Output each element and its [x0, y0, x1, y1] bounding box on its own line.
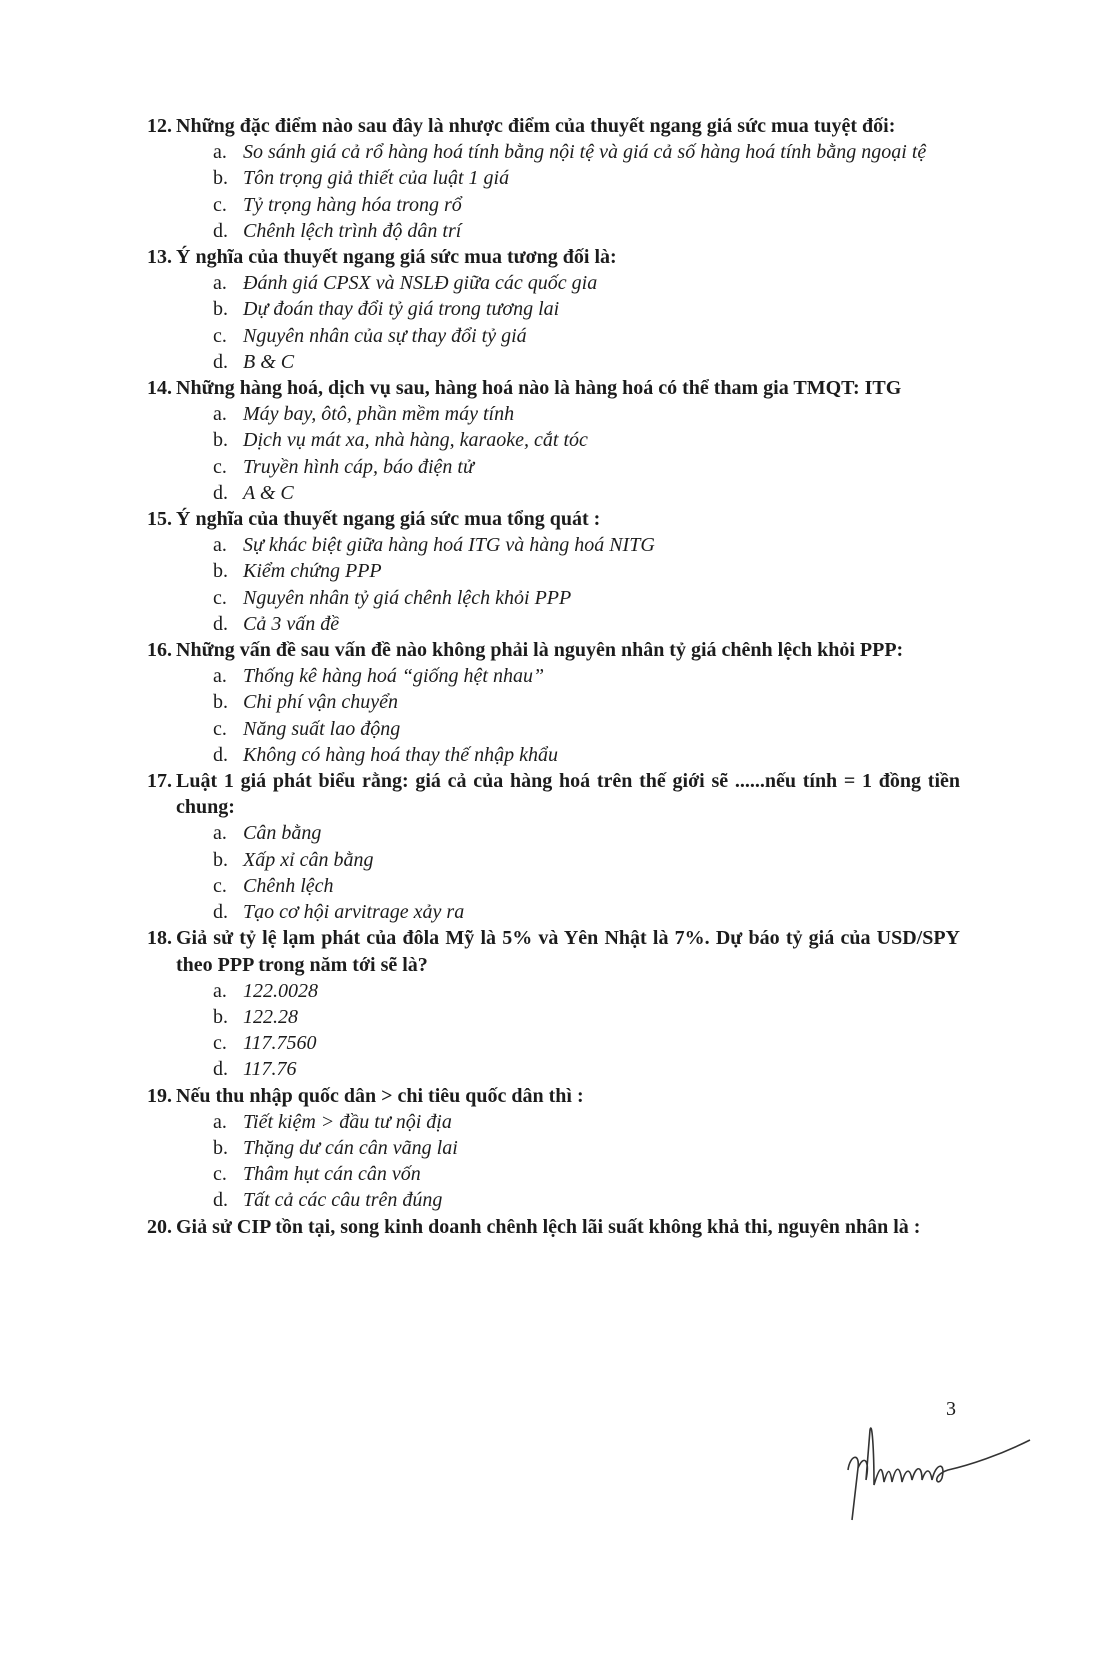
option-text: Chi phí vận chuyển: [243, 691, 398, 714]
question-text: Giả sử CIP tồn tại, song kinh doanh chênh lệch lãi suất không khả thi, nguyên nhân là :: [176, 1215, 921, 1238]
question-number: 12.: [147, 115, 172, 137]
question-text: Ý nghĩa của thuyết ngang giá sức mua tương đối là:: [176, 246, 617, 269]
answer-option: [147, 323, 960, 349]
answer-option: [147, 1004, 960, 1030]
question-number: 13.: [147, 246, 172, 269]
question-text: Những vấn đề sau vấn đề nào không phải là nguyên nhân tỷ giá chênh lệch khỏi PPP:: [176, 639, 904, 662]
option-letter: c.: [213, 586, 227, 609]
option-text: Không có hàng hoá thay thế nhập khẩu: [243, 743, 558, 766]
option-text: Dự đoán thay đổi tỷ giá trong tương lai: [243, 298, 560, 321]
answer-option: [147, 689, 960, 715]
answer-option: [147, 1056, 960, 1082]
question: [147, 113, 960, 139]
answer-option: [147, 820, 960, 846]
option-text: Năng suất lao động: [243, 717, 401, 740]
answer-option: [147, 270, 960, 296]
answer-option: [147, 480, 960, 506]
option-text: Kiểm chứng PPP: [243, 560, 382, 583]
question: [147, 637, 960, 663]
answer-option: [147, 899, 960, 925]
option-text: Truyền hình cáp, báo điện tử: [243, 455, 474, 478]
answer-option: [147, 532, 960, 558]
answer-option: [147, 611, 960, 637]
option-text: 122.0028: [243, 979, 318, 1002]
option-letter: d.: [213, 350, 228, 373]
option-text: Thặng dư cán cân vãng lai: [243, 1136, 458, 1159]
option-text: Cân bằng: [243, 822, 322, 845]
option-text: Xấp xỉ cân bằng: [243, 848, 374, 871]
option-letter: a.: [213, 979, 227, 1002]
answer-option: [147, 218, 960, 244]
question-text: Những hàng hoá, dịch vụ sau, hàng hoá nào là hàng hoá có thể tham gia TMQT: ITG: [176, 377, 902, 400]
option-letter: a.: [213, 272, 227, 295]
answer-option: [147, 349, 960, 375]
question-number: 18.: [147, 927, 172, 950]
answer-option: [147, 1030, 960, 1056]
question-list: [147, 113, 960, 1240]
option-letter: c.: [213, 455, 227, 478]
answer-option: [147, 401, 960, 427]
question-number: 16.: [147, 639, 172, 662]
option-letter: d.: [213, 901, 228, 924]
option-text: So sánh giá cả rổ hàng hoá tính bằng nội tệ và giá cả số hàng hoá tính bằng ngoại tệ: [243, 141, 927, 164]
option-text: Nguyên nhân tỷ giá chênh lệch khỏi PPP: [243, 586, 572, 609]
option-letter: c.: [213, 1032, 227, 1055]
option-text: Chênh lệch: [243, 874, 334, 897]
answer-option: [147, 847, 960, 873]
option-text: Thống kê hàng hoá “giống hệt nhau”: [243, 665, 545, 688]
option-text: Thâm hụt cán cân vốn: [243, 1163, 421, 1186]
option-text: Đánh giá CPSX và NSLĐ giữa các quốc gia: [243, 272, 598, 295]
answer-option: [147, 427, 960, 453]
answer-option: [147, 585, 960, 611]
option-text: Sự khác biệt giữa hàng hoá ITG và hàng hoá NITG: [243, 534, 655, 557]
answer-option: [147, 165, 960, 191]
option-letter: d.: [213, 481, 228, 504]
question-text: Giả sử tỷ lệ lạm phát của đôla Mỹ là 5% và Yên Nhật là 7%. Dự báo tỷ giá của USD/SPY theo PPP trong năm tới sẽ là?: [176, 927, 960, 976]
option-text: A & C: [243, 481, 294, 504]
option-letter: c.: [213, 717, 227, 740]
option-text: Dịch vụ mát xa, nhà hàng, karaoke, cắt tóc: [243, 429, 588, 452]
question-number: 15.: [147, 508, 172, 531]
page-number: 3: [946, 1398, 956, 1420]
question-number: 14.: [147, 377, 172, 400]
option-text: Tạo cơ hội arvitrage xảy ra: [243, 901, 465, 924]
answer-option: [147, 873, 960, 899]
option-text: Tôn trọng giả thiết của luật 1 giá: [243, 167, 510, 190]
option-text: Chênh lệch trình độ dân trí: [243, 219, 462, 242]
option-letter: a.: [213, 1110, 227, 1133]
question-number: 19.: [147, 1084, 172, 1107]
question-text: Luật 1 giá phát biểu rằng: giá cả của hàng hoá trên thế giới sẽ ......nếu tính = 1 đồng tiền chung:: [176, 770, 960, 819]
question: [147, 1083, 960, 1109]
question: [147, 244, 960, 270]
answer-option: [147, 716, 960, 742]
option-text: 122.28: [243, 1005, 298, 1028]
question: [147, 925, 960, 977]
option-text: Tất cả các câu trên đúng: [243, 1189, 443, 1212]
option-text: 117.76: [243, 1058, 297, 1081]
question-text: Những đặc điểm nào sau đây là nhược điểm của thuyết ngang giá sức mua tuyệt đối:: [176, 115, 896, 137]
option-letter: a.: [213, 822, 227, 845]
option-letter: a.: [213, 665, 227, 688]
question: [147, 1214, 960, 1240]
answer-option: [147, 192, 960, 218]
option-text: Nguyên nhân của sự thay đổi tỷ giá: [243, 324, 527, 347]
option-letter: a.: [213, 403, 227, 426]
answer-option: [147, 296, 960, 322]
option-letter: c.: [213, 193, 227, 216]
option-letter: d.: [213, 1189, 228, 1212]
option-letter: d.: [213, 612, 228, 635]
option-text: Tỷ trọng hàng hóa trong rổ: [243, 193, 462, 216]
question-text: Nếu thu nhập quốc dân > chi tiêu quốc dân thì :: [176, 1084, 584, 1107]
handwritten-signature: [830, 1410, 1050, 1530]
option-letter: c.: [213, 1163, 227, 1186]
option-letter: b.: [213, 429, 228, 452]
answer-option: [147, 1109, 960, 1135]
option-letter: b.: [213, 1136, 228, 1159]
option-letter: d.: [213, 219, 228, 242]
option-letter: a.: [213, 141, 227, 164]
option-letter: c.: [213, 324, 227, 347]
question-number: 17.: [147, 770, 172, 793]
option-letter: b.: [213, 298, 228, 321]
option-text: 117.7560: [243, 1032, 317, 1055]
answer-option: [147, 1135, 960, 1161]
answer-option: [147, 978, 960, 1004]
option-text: B & C: [243, 350, 295, 373]
option-text: Máy bay, ôtô, phần mềm máy tính: [243, 403, 515, 426]
answer-option: [147, 742, 960, 768]
question-number: 20.: [147, 1215, 172, 1238]
answer-option: [147, 454, 960, 480]
option-letter: d.: [213, 743, 228, 766]
question: [147, 506, 960, 532]
question: [147, 375, 960, 401]
answer-option: [147, 558, 960, 584]
option-letter: b.: [213, 1005, 228, 1028]
question-text: Ý nghĩa của thuyết ngang giá sức mua tổng quát :: [176, 508, 601, 531]
option-letter: b.: [213, 848, 228, 871]
option-letter: b.: [213, 560, 228, 583]
option-text: Tiết kiệm > đầu tư nội địa: [243, 1110, 452, 1133]
answer-option: [147, 139, 960, 165]
option-letter: a.: [213, 534, 227, 557]
option-letter: b.: [213, 167, 228, 190]
answer-option: [147, 1161, 960, 1187]
question: [147, 768, 960, 820]
answer-option: [147, 1187, 960, 1213]
option-letter: b.: [213, 691, 228, 714]
option-text: Cả 3 vấn đề: [243, 612, 340, 635]
option-letter: d.: [213, 1058, 228, 1081]
answer-option: [147, 663, 960, 689]
option-letter: c.: [213, 874, 227, 897]
